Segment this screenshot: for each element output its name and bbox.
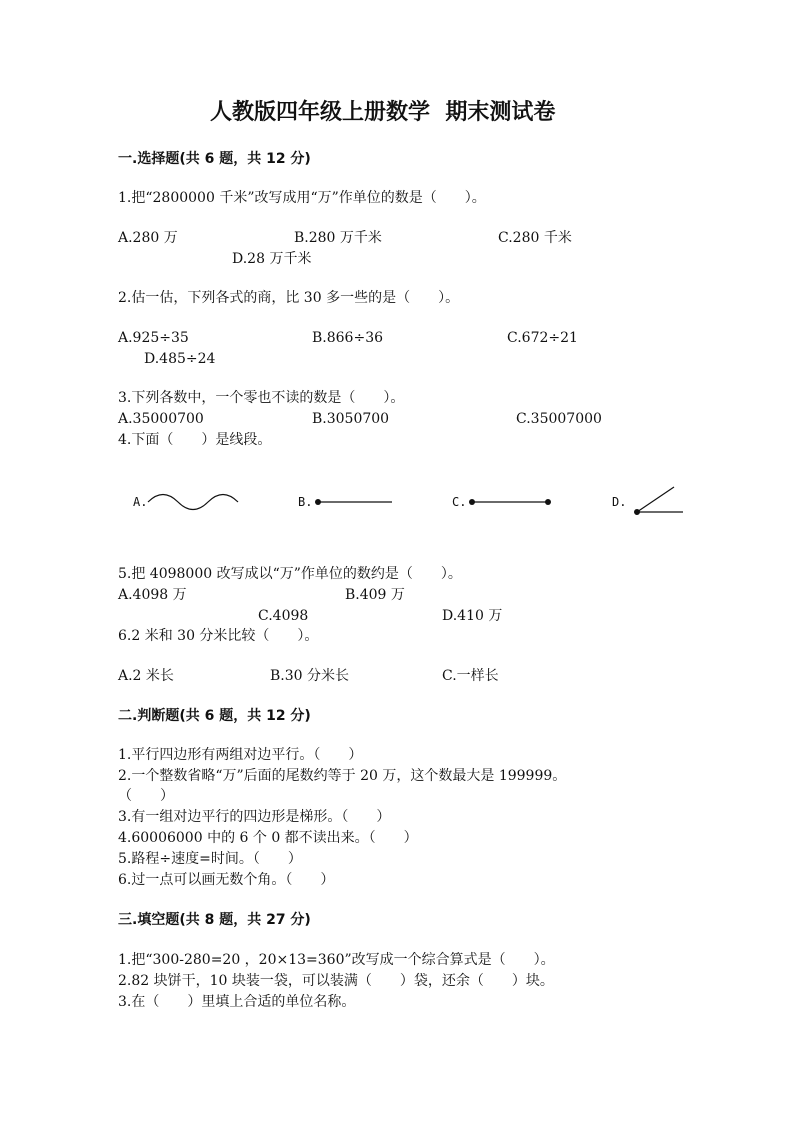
option-a: A.35000700 [118, 411, 204, 427]
fill-item: 1.把“300-280=20 ，20×13=360”改写成一个综合算式是（ ）。 [118, 952, 555, 968]
page-title: 人教版四年级上册数学 期末测试卷 [210, 100, 556, 125]
option-c: C.4098 [258, 608, 309, 624]
fill-item: 2.82 块饼干，10 块装一袋，可以装满（ ）袋，还余（ ）块。 [118, 973, 554, 989]
question-stem: 3.下列各数中，一个零也不读的数是（ ）。 [118, 390, 405, 406]
figure-label-d: D. [612, 495, 627, 509]
option-a: A.2 米长 [118, 668, 174, 684]
option-b: B.3050700 [312, 411, 390, 427]
judgement-item: 2.一个整数省略“万”后面的尾数约等于 20 万，这个数最大是 199999。 [118, 768, 567, 784]
section-heading-choice: 一.选择题(共 6 题，共 12 分) [118, 151, 311, 167]
option-a: A.280 万 [118, 230, 178, 246]
option-b: B.30 分米长 [270, 668, 350, 684]
option-b: B.280 万千米 [294, 230, 382, 246]
option-a: A.925÷35 [118, 330, 189, 346]
wavy-line-figure [148, 492, 238, 512]
segment-figure [468, 497, 552, 507]
judgement-item: 1.平行四边形有两组对边平行。（ ） [118, 747, 363, 763]
question-stem: 6.2 米和 30 分米比较（ ）。 [118, 628, 319, 644]
option-d: D.485÷24 [144, 351, 216, 367]
option-d: D.28 万千米 [232, 251, 312, 267]
option-b: B.866÷36 [312, 330, 384, 346]
option-c: C.280 千米 [498, 230, 572, 246]
judgement-item: 4.60006000 中的 6 个 0 都不读出来。（ ） [118, 830, 418, 846]
angle-figure [632, 485, 684, 517]
judgement-item: 6.过一点可以画无数个角。（ ） [118, 872, 335, 888]
figure-label-c: C. [452, 495, 467, 509]
option-c: C.一样长 [442, 668, 499, 684]
fill-item: 3.在（ ）里填上合适的单位名称。 [118, 994, 356, 1010]
judgement-item: （ ） [118, 788, 174, 804]
ray-figure [314, 497, 394, 507]
question-stem: 4.下面（ ）是线段。 [118, 432, 272, 448]
question-stem: 5.把 4098000 改写成以“万”作单位的数约是（ ）。 [118, 566, 462, 582]
option-d: D.410 万 [442, 608, 503, 624]
figure-label-a: A. [133, 495, 148, 509]
figure-label-b: B. [298, 495, 313, 509]
option-a: A.4098 万 [118, 587, 187, 603]
question-stem: 1.把“2800000 千米”改写成用“万”作单位的数是（ ）。 [118, 190, 486, 206]
judgement-item: 3.有一组对边平行的四边形是梯形。（ ） [118, 809, 391, 825]
section-heading-fill: 三.填空题(共 8 题，共 27 分) [118, 912, 311, 928]
section-heading-judgement: 二.判断题(共 6 题，共 12 分) [118, 708, 311, 724]
option-c: C.672÷21 [507, 330, 578, 346]
judgement-item: 5.路程÷速度=时间。（ ） [118, 851, 302, 867]
question-stem: 2.估一估，下列各式的商，比 30 多一些的是（ ）。 [118, 290, 460, 306]
option-b: B.409 万 [345, 587, 405, 603]
option-c: C.35007000 [516, 411, 602, 427]
